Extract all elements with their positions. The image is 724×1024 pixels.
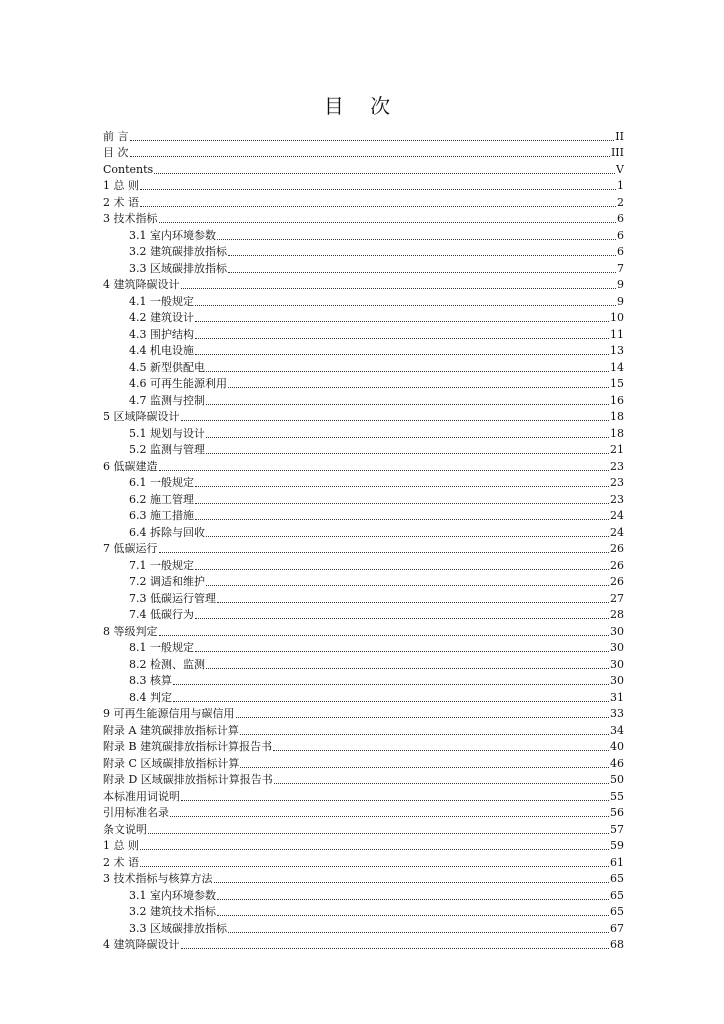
dot-leader bbox=[140, 865, 609, 867]
toc-entry-page: 6 bbox=[617, 212, 624, 225]
dot-leader bbox=[154, 172, 615, 174]
toc-entry-page: 11 bbox=[610, 327, 624, 341]
toc-entry[interactable] bbox=[103, 919, 624, 936]
toc-entry-page: 46 bbox=[610, 756, 624, 770]
toc-entry-page: 24 bbox=[610, 525, 624, 539]
toc-entry-label: 8 等级判定 bbox=[103, 624, 158, 638]
toc-entry[interactable] bbox=[103, 622, 624, 639]
toc-entry[interactable] bbox=[103, 375, 624, 392]
toc-entry-page: 26 bbox=[610, 575, 624, 588]
dot-leader bbox=[181, 799, 609, 801]
toc-entry-page: 30 bbox=[610, 641, 624, 654]
toc-entry[interactable] bbox=[103, 325, 624, 342]
toc-entry-page: 6 bbox=[617, 245, 624, 258]
toc-entry-label: 3.1 室内环境参数 bbox=[129, 888, 216, 902]
toc-entry[interactable] bbox=[103, 309, 624, 326]
toc-entry[interactable] bbox=[103, 820, 624, 837]
dot-leader bbox=[240, 766, 609, 768]
toc-entry-page: 40 bbox=[610, 740, 624, 753]
dot-leader bbox=[273, 749, 609, 751]
toc-entry-label: 1 总 则 bbox=[103, 179, 139, 192]
toc-entry-label: 7 低碳运行 bbox=[103, 542, 158, 555]
toc-entry[interactable] bbox=[103, 738, 624, 755]
toc-entry-label: 3.2 建筑技术指标 bbox=[129, 905, 216, 918]
toc-entry-page: 30 bbox=[610, 657, 624, 671]
dot-leader bbox=[274, 782, 609, 784]
toc-entry-label: 4.5 新型供配电 bbox=[129, 360, 205, 374]
toc-entry[interactable] bbox=[103, 853, 624, 870]
toc-entry[interactable] bbox=[103, 424, 624, 441]
toc-entry-page: 34 bbox=[610, 723, 624, 737]
dot-leader bbox=[228, 254, 616, 256]
toc-entry-label: 1 总 则 bbox=[103, 839, 139, 852]
toc-entry-label: 4.1 一般规定 bbox=[129, 294, 194, 308]
toc-entry-label: 6.1 一般规定 bbox=[129, 476, 194, 489]
toc-entry-label: 8.3 核算 bbox=[129, 674, 172, 687]
toc-entry-label: 9 可再生能源信用与碳信用 bbox=[103, 707, 235, 720]
toc-entry-label: 7.2 调适和维护 bbox=[129, 575, 205, 588]
toc-entry[interactable] bbox=[103, 210, 624, 227]
toc-entry-label: 4 建筑降碳设计 bbox=[103, 278, 180, 291]
dot-leader bbox=[214, 881, 610, 883]
toc-entry[interactable] bbox=[103, 523, 624, 540]
toc-entry-page: 65 bbox=[610, 888, 624, 902]
toc-entry-page: 27 bbox=[610, 591, 624, 605]
toc-entry-page: 55 bbox=[610, 789, 624, 803]
dot-leader bbox=[206, 584, 609, 586]
dot-leader bbox=[195, 650, 609, 652]
toc-entry[interactable] bbox=[103, 837, 624, 854]
toc-entry[interactable] bbox=[103, 573, 624, 590]
toc-entry[interactable] bbox=[103, 655, 624, 672]
dot-leader bbox=[181, 419, 610, 421]
toc-entry-label: 4.2 建筑设计 bbox=[129, 311, 194, 324]
toc-entry-label: 目 次 bbox=[103, 146, 129, 159]
toc-entry-label: 3.3 区域碳排放指标 bbox=[129, 261, 227, 275]
toc-entry-page: 26 bbox=[610, 542, 624, 555]
toc-entry-label: 前 言 bbox=[103, 129, 129, 143]
toc-entry[interactable] bbox=[103, 193, 624, 210]
toc-entry[interactable] bbox=[103, 226, 624, 243]
toc-entry[interactable] bbox=[103, 870, 624, 887]
toc-entry-page: 23 bbox=[610, 459, 624, 473]
dot-leader bbox=[206, 403, 609, 405]
toc-entry-page: 65 bbox=[610, 905, 624, 918]
toc-entry-page: 2 bbox=[617, 195, 624, 209]
toc-entry-label: 5.2 监测与管理 bbox=[129, 443, 205, 456]
toc-entry-page: 26 bbox=[610, 558, 624, 572]
toc-entry-label: Contents bbox=[103, 162, 154, 176]
toc-entry-page: 65 bbox=[610, 872, 624, 885]
toc-entry-label: 6.4 拆除与回收 bbox=[129, 525, 205, 539]
toc-entry-page: 30 bbox=[610, 624, 624, 638]
toc-entry[interactable] bbox=[103, 705, 624, 722]
toc-entry[interactable] bbox=[103, 540, 624, 557]
toc-entry-page: 9 bbox=[617, 294, 624, 308]
toc-entry[interactable] bbox=[103, 589, 624, 606]
toc-entry-label: 引用标准名录 bbox=[103, 806, 169, 819]
toc-entry[interactable] bbox=[103, 408, 624, 425]
dot-leader bbox=[195, 304, 616, 306]
toc-entry-label: 3.1 室内环境参数 bbox=[129, 228, 216, 242]
dot-leader bbox=[148, 832, 609, 834]
toc-entry-label: 附录 C 区域碳排放指标计算 bbox=[103, 756, 240, 770]
dot-leader bbox=[140, 205, 616, 207]
toc-entry-page: 16 bbox=[610, 393, 624, 407]
toc-entry-label: 本标准用词说明 bbox=[103, 789, 180, 803]
dot-leader bbox=[206, 535, 609, 537]
toc-entry-label: 4.4 机电设施 bbox=[129, 344, 194, 357]
toc-entry-page: 50 bbox=[610, 773, 624, 786]
toc-entry-page: 18 bbox=[610, 410, 624, 423]
toc-entry[interactable] bbox=[103, 474, 624, 491]
toc-entry[interactable] bbox=[103, 144, 624, 161]
dot-leader bbox=[195, 485, 609, 487]
dot-leader bbox=[181, 287, 617, 289]
dot-leader bbox=[195, 518, 609, 520]
toc-entry-page: 67 bbox=[610, 921, 624, 935]
toc-entry[interactable] bbox=[103, 391, 624, 408]
dot-leader bbox=[217, 914, 609, 916]
toc-entry-page: 9 bbox=[617, 278, 624, 291]
toc-entry[interactable] bbox=[103, 276, 624, 293]
toc-entry-label: 4.6 可再生能源利用 bbox=[129, 377, 227, 390]
toc-entry-label: 4.7 监测与控制 bbox=[129, 393, 205, 407]
toc-entry[interactable] bbox=[103, 903, 624, 920]
toc-entry-label: 3.3 区域碳排放指标 bbox=[129, 921, 227, 935]
toc-entry-page: 59 bbox=[610, 839, 624, 852]
dot-leader bbox=[181, 947, 610, 949]
table-of-contents bbox=[103, 127, 624, 952]
toc-entry[interactable] bbox=[103, 127, 624, 144]
toc-entry-label: 7.3 低碳运行管理 bbox=[129, 591, 216, 605]
toc-entry-label: 7.1 一般规定 bbox=[129, 558, 194, 572]
toc-entry-page: 23 bbox=[610, 476, 624, 489]
toc-entry-label: 3.2 建筑碳排放指标 bbox=[129, 245, 227, 258]
toc-entry-page: 24 bbox=[610, 509, 624, 522]
toc-entry[interactable] bbox=[103, 688, 624, 705]
toc-entry-page: 33 bbox=[610, 707, 624, 720]
toc-entry-page: 68 bbox=[610, 938, 624, 951]
dot-leader bbox=[228, 931, 609, 933]
toc-entry-page: 61 bbox=[610, 855, 624, 869]
toc-entry-label: 6 低碳建造 bbox=[103, 459, 158, 473]
toc-entry-label: 3 技术指标 bbox=[103, 212, 158, 225]
dot-leader bbox=[130, 155, 610, 157]
toc-entry-page: 10 bbox=[610, 311, 624, 324]
dot-leader bbox=[217, 238, 616, 240]
toc-entry-page: 30 bbox=[610, 674, 624, 687]
toc-entry[interactable] bbox=[103, 292, 624, 309]
toc-entry-page: 18 bbox=[610, 426, 624, 440]
toc-entry-page: 31 bbox=[610, 690, 624, 704]
toc-entry-label: 4 建筑降碳设计 bbox=[103, 938, 180, 951]
dot-leader bbox=[170, 815, 609, 817]
dot-leader bbox=[173, 683, 609, 685]
toc-entry-page: 13 bbox=[610, 344, 624, 357]
dot-leader bbox=[206, 436, 609, 438]
dot-leader bbox=[206, 667, 609, 669]
dot-leader bbox=[159, 469, 610, 471]
toc-entry[interactable] bbox=[103, 243, 624, 260]
toc-entry-page: II bbox=[615, 129, 624, 143]
page-title: 目 次 bbox=[323, 94, 401, 118]
toc-entry-label: 附录 D 区域碳排放指标计算报告书 bbox=[103, 773, 273, 786]
toc-entry-label: 3 技术指标与核算方法 bbox=[103, 872, 213, 885]
toc-entry[interactable] bbox=[103, 342, 624, 359]
toc-entry-page: 1 bbox=[617, 179, 624, 192]
dot-leader bbox=[159, 634, 610, 636]
toc-entry[interactable] bbox=[103, 787, 624, 804]
dot-leader bbox=[173, 700, 609, 702]
dot-leader bbox=[236, 716, 610, 718]
dot-leader bbox=[159, 221, 617, 223]
dot-leader bbox=[195, 353, 609, 355]
toc-entry-label: 5 区域降碳设计 bbox=[103, 410, 180, 423]
toc-entry-page: 15 bbox=[610, 377, 624, 390]
dot-leader bbox=[130, 139, 615, 141]
toc-entry[interactable] bbox=[103, 936, 624, 953]
toc-entry-page: 7 bbox=[617, 261, 624, 275]
dot-leader bbox=[217, 601, 609, 603]
dot-leader bbox=[159, 551, 610, 553]
toc-entry[interactable] bbox=[103, 556, 624, 573]
dot-leader bbox=[140, 848, 609, 850]
dot-leader bbox=[195, 320, 609, 322]
toc-entry-page: 14 bbox=[610, 360, 624, 374]
toc-entry-label: 8.4 判定 bbox=[129, 690, 172, 704]
toc-entry-page: 56 bbox=[610, 806, 624, 819]
toc-entry[interactable] bbox=[103, 606, 624, 623]
toc-entry[interactable] bbox=[103, 358, 624, 375]
toc-entry[interactable] bbox=[103, 804, 624, 821]
toc-entry[interactable] bbox=[103, 259, 624, 276]
toc-entry[interactable] bbox=[103, 721, 624, 738]
toc-entry-page: 21 bbox=[610, 443, 624, 456]
toc-entry[interactable] bbox=[103, 457, 624, 474]
toc-entry[interactable] bbox=[103, 441, 624, 458]
toc-entry-label: 4.3 围护结构 bbox=[129, 327, 194, 341]
toc-entry-label: 7.4 低碳行为 bbox=[129, 608, 194, 621]
toc-entry-page: 6 bbox=[617, 228, 624, 242]
toc-entry-label: 8.1 一般规定 bbox=[129, 641, 194, 654]
dot-leader bbox=[195, 617, 609, 619]
toc-entry-label: 条文说明 bbox=[103, 822, 147, 836]
toc-entry[interactable] bbox=[103, 507, 624, 524]
toc-entry[interactable] bbox=[103, 160, 624, 177]
toc-entry[interactable] bbox=[103, 490, 624, 507]
toc-entry[interactable] bbox=[103, 672, 624, 689]
dot-leader bbox=[206, 452, 609, 454]
toc-entry-page: 57 bbox=[610, 822, 624, 836]
toc-entry-label: 5.1 规划与设计 bbox=[129, 426, 205, 440]
toc-entry-label: 附录 B 建筑碳排放指标计算报告书 bbox=[103, 740, 273, 753]
dot-leader bbox=[240, 733, 609, 735]
dot-leader bbox=[140, 188, 616, 190]
toc-entry-page: 23 bbox=[610, 492, 624, 506]
toc-entry-page: 28 bbox=[610, 608, 624, 621]
toc-entry-label: 附录 A 建筑碳排放指标计算 bbox=[103, 723, 239, 737]
toc-entry[interactable] bbox=[103, 886, 624, 903]
toc-entry[interactable] bbox=[103, 771, 624, 788]
dot-leader bbox=[217, 898, 609, 900]
dot-leader bbox=[195, 568, 609, 570]
toc-entry-label: 2 术 语 bbox=[103, 855, 139, 869]
toc-entry[interactable] bbox=[103, 639, 624, 656]
dot-leader bbox=[228, 271, 616, 273]
dot-leader bbox=[228, 386, 609, 388]
toc-entry[interactable] bbox=[103, 754, 624, 771]
toc-entry-label: 2 术 语 bbox=[103, 195, 139, 209]
toc-entry-page: III bbox=[610, 146, 624, 159]
dot-leader bbox=[206, 370, 609, 372]
toc-entry-page: V bbox=[616, 162, 624, 176]
toc-entry[interactable] bbox=[103, 177, 624, 194]
dot-leader bbox=[195, 502, 609, 504]
toc-entry-label: 8.2 检测、监测 bbox=[129, 657, 205, 671]
dot-leader bbox=[195, 337, 609, 339]
toc-entry-label: 6.3 施工措施 bbox=[129, 509, 194, 522]
toc-entry-label: 6.2 施工管理 bbox=[129, 492, 194, 506]
